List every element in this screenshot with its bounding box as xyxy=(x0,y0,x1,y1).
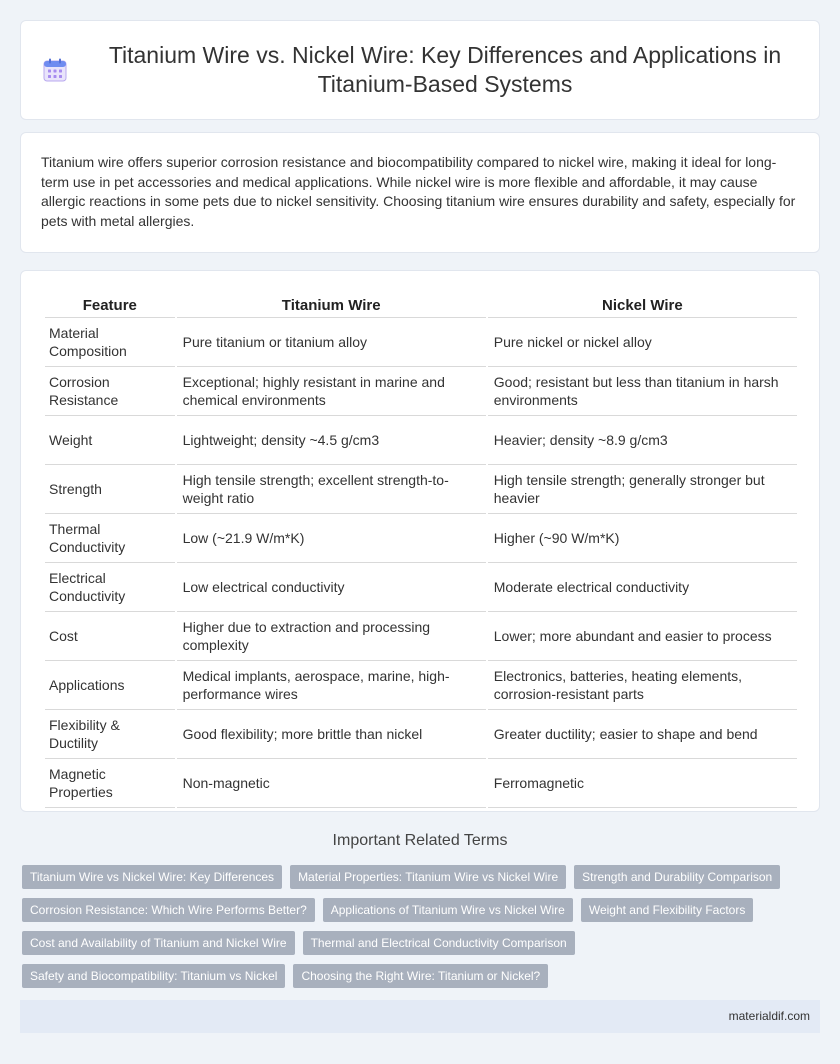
nickel-cell: Ferromagnetic xyxy=(488,759,797,808)
nickel-cell: Electronics, batteries, heating elements, corrosion-resistant parts xyxy=(488,661,797,710)
related-term-tag[interactable]: Choosing the Right Wire: Titanium or Nickel? xyxy=(293,964,548,988)
comparison-table-card xyxy=(20,270,820,812)
feature-cell: Flexibility & Ductility xyxy=(45,710,175,759)
nickel-cell: Greater ductility; easier to shape and bend xyxy=(488,710,797,759)
titanium-cell: Exceptional; highly resistant in marine and chemical environments xyxy=(177,367,486,416)
feature-cell: Weight xyxy=(45,416,175,465)
related-terms-title: Important Related Terms xyxy=(332,832,508,849)
table-row xyxy=(45,318,797,367)
related-term-tag[interactable]: Material Properties: Titanium Wire vs Nickel Wire xyxy=(290,865,566,889)
nickel-cell: Pure nickel or nickel alloy xyxy=(488,318,797,367)
table-row xyxy=(45,367,797,416)
titanium-cell: Good flexibility; more brittle than nickel xyxy=(177,710,486,759)
titanium-cell: Low (~21.9 W/m*K) xyxy=(177,514,486,563)
table-row xyxy=(45,514,797,563)
table-row xyxy=(45,710,797,759)
feature-cell: Thermal Conductivity xyxy=(45,514,175,563)
comparison-table xyxy=(43,293,799,808)
related-term-tag[interactable]: Cost and Availability of Titanium and Nickel Wire xyxy=(22,931,295,955)
related-term-tag[interactable]: Strength and Durability Comparison xyxy=(574,865,780,889)
related-term-tag[interactable]: Safety and Biocompatibility: Titanium vs Nickel xyxy=(22,964,285,988)
feature-cell: Material Composition xyxy=(45,318,175,367)
nickel-cell: Good; resistant but less than titanium in harsh environments xyxy=(488,367,797,416)
header-feature: Feature xyxy=(45,293,175,318)
feature-cell: Corrosion Resistance xyxy=(45,367,175,416)
nickel-cell: Moderate electrical conductivity xyxy=(488,563,797,612)
related-term-tag[interactable]: Weight and Flexibility Factors xyxy=(581,898,754,922)
titanium-cell: Low electrical conductivity xyxy=(177,563,486,612)
titanium-cell: Medical implants, aerospace, marine, high-performance wires xyxy=(177,661,486,710)
titanium-cell: Lightweight; density ~4.5 g/cm3 xyxy=(177,416,486,465)
nickel-cell: Lower; more abundant and easier to process xyxy=(488,612,797,661)
footer xyxy=(20,1000,820,1033)
nickel-cell: Higher (~90 W/m*K) xyxy=(488,514,797,563)
page-title: Titanium Wire vs. Nickel Wire: Key Differences and Applications in Titanium-Based Systems xyxy=(108,42,782,97)
related-term-tag[interactable]: Titanium Wire vs Nickel Wire: Key Differences xyxy=(22,865,282,889)
header-nickel: Nickel Wire xyxy=(488,293,797,318)
intro-card xyxy=(20,132,820,253)
table-header-row xyxy=(45,293,797,318)
calendar-icon xyxy=(41,56,69,84)
title-card xyxy=(20,20,820,120)
table-row xyxy=(45,416,797,465)
table-row xyxy=(45,563,797,612)
related-terms-list xyxy=(22,865,822,988)
table-row xyxy=(45,612,797,661)
related-term-tag[interactable]: Applications of Titanium Wire vs Nickel Wire xyxy=(323,898,573,922)
feature-cell: Magnetic Properties xyxy=(45,759,175,808)
related-term-tag[interactable]: Corrosion Resistance: Which Wire Performs Better? xyxy=(22,898,315,922)
feature-cell: Applications xyxy=(45,661,175,710)
table-row xyxy=(45,661,797,710)
header-titanium: Titanium Wire xyxy=(177,293,486,318)
feature-cell: Electrical Conductivity xyxy=(45,563,175,612)
titanium-cell: High tensile strength; excellent strength-to-weight ratio xyxy=(177,465,486,514)
titanium-cell: Non-magnetic xyxy=(177,759,486,808)
footer-site-link[interactable]: materialdif.com xyxy=(728,1009,810,1023)
feature-cell: Cost xyxy=(45,612,175,661)
nickel-cell: Heavier; density ~8.9 g/cm3 xyxy=(488,416,797,465)
nickel-cell: High tensile strength; generally stronger but heavier xyxy=(488,465,797,514)
table-row xyxy=(45,759,797,808)
table-row xyxy=(45,465,797,514)
titanium-cell: Pure titanium or titanium alloy xyxy=(177,318,486,367)
titanium-cell: Higher due to extraction and processing complexity xyxy=(177,612,486,661)
feature-cell: Strength xyxy=(45,465,175,514)
related-term-tag[interactable]: Thermal and Electrical Conductivity Comparison xyxy=(303,931,575,955)
intro-paragraph: Titanium wire offers superior corrosion resistance and biocompatibility compared to nickel wire, making it ideal for long-term use in pet accessories and medical applications. While nickel wire is more flexible and affordable, it may cause allergic reactions in some pets due to nickel sensitivity. Choosing titanium wire ensures durability and safety, especially for pets with metal allergies. xyxy=(41,154,796,229)
